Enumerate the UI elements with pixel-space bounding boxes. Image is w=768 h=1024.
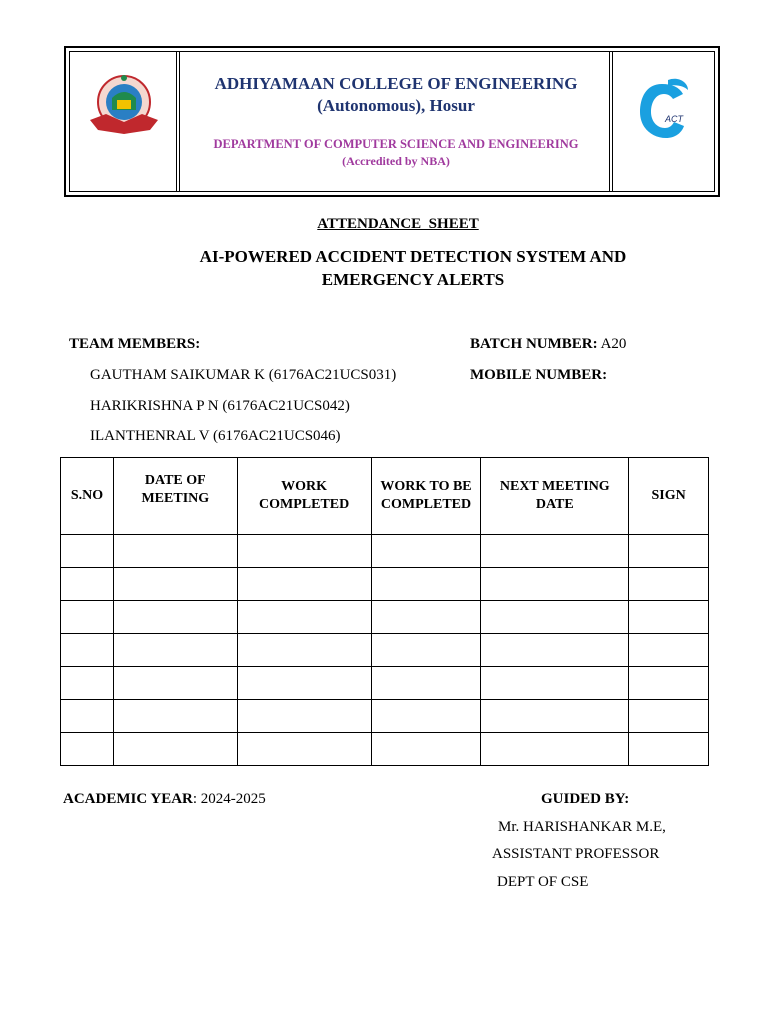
table-cell	[481, 535, 629, 568]
table-cell	[481, 634, 629, 667]
table-cell	[371, 733, 481, 766]
table-cell	[371, 535, 481, 568]
table-cell	[629, 667, 709, 700]
team-member-1: GAUTHAM SAIKUMAR K (6176AC21UCS031)	[90, 367, 397, 383]
mobile-number-label: MOBILE NUMBER:	[470, 367, 608, 383]
table-body	[61, 535, 709, 766]
table-cell	[237, 733, 371, 766]
table-cell	[237, 568, 371, 601]
project-title-line1: AI-POWERED ACCIDENT DETECTION SYSTEM AND	[199, 247, 627, 266]
table-cell	[61, 667, 114, 700]
table-cell	[113, 568, 237, 601]
table-cell	[481, 733, 629, 766]
table-cell	[371, 601, 481, 634]
table-cell	[237, 667, 371, 700]
table-cell	[629, 634, 709, 667]
team-member-3: ILANTHENRAL V (6176AC21UCS046)	[90, 428, 341, 444]
guide-name: Mr. HARISHANKAR M.E,	[498, 819, 666, 835]
col-date-of-meeting: DATE OF MEETING	[113, 458, 237, 535]
col-work-completed: WORK COMPLETED	[237, 458, 371, 535]
guided-by-label: GUIDED BY:	[541, 791, 630, 807]
guide-department: DEPT OF CSE	[497, 874, 589, 890]
college-name: ADHIYAMAAN COLLEGE OF ENGINEERING	[214, 74, 578, 93]
act-logo	[632, 76, 692, 148]
table-cell	[481, 568, 629, 601]
table-cell	[481, 700, 629, 733]
table-cell	[113, 535, 237, 568]
academic-year	[63, 791, 266, 808]
team-members-label: TEAM MEMBERS:	[69, 336, 201, 352]
department-name: DEPARTMENT OF COMPUTER SCIENCE AND ENGINEERING	[213, 137, 579, 151]
header-divider-right-double	[609, 52, 610, 191]
table-cell	[237, 700, 371, 733]
table-cell	[61, 535, 114, 568]
table-cell	[61, 733, 114, 766]
batch-number	[470, 336, 626, 353]
col-next-meeting-date: NEXT MEETING DATE	[481, 458, 629, 535]
table-row	[61, 601, 709, 634]
table-row	[61, 667, 709, 700]
table-cell	[237, 634, 371, 667]
academic-year-value: : 2024-2025	[192, 791, 266, 807]
header-divider-left	[176, 52, 177, 191]
table-row	[61, 634, 709, 667]
table-row	[61, 568, 709, 601]
attendance-table	[60, 457, 709, 766]
header-inner-border	[69, 51, 715, 192]
academic-year-label: ACADEMIC YEAR	[63, 791, 193, 807]
table-cell	[61, 700, 114, 733]
header-divider-left-double	[179, 52, 180, 191]
table-cell	[371, 634, 481, 667]
table-cell	[113, 601, 237, 634]
table-cell	[113, 733, 237, 766]
table-cell	[371, 667, 481, 700]
table-cell	[629, 535, 709, 568]
table-cell	[237, 601, 371, 634]
table-cell	[113, 700, 237, 733]
table-header-row	[61, 458, 709, 535]
table-cell	[61, 634, 114, 667]
act-logo-text: ACT	[665, 114, 683, 124]
table-cell	[629, 568, 709, 601]
batch-number-label: BATCH NUMBER:	[470, 336, 598, 352]
table-cell	[481, 601, 629, 634]
table-row	[61, 733, 709, 766]
col-sno: S.NO	[61, 458, 114, 535]
table-cell	[629, 601, 709, 634]
header-divider-right	[612, 52, 613, 191]
team-member-2: HARIKRISHNA P N (6176AC21UCS042)	[90, 398, 350, 414]
table-cell	[629, 700, 709, 733]
table-cell	[61, 568, 114, 601]
table-cell	[629, 733, 709, 766]
table-row	[61, 700, 709, 733]
col-sign: SIGN	[629, 458, 709, 535]
table-cell	[371, 568, 481, 601]
project-title-line2: EMERGENCY ALERTS	[321, 270, 505, 289]
batch-number-value: A20	[597, 336, 627, 352]
mobile-number	[470, 367, 607, 384]
sheet-title: ATTENDANCE SHEET	[317, 216, 479, 232]
table-row	[61, 535, 709, 568]
guide-designation: ASSISTANT PROFESSOR	[492, 846, 660, 862]
accreditation: (Accredited by NBA)	[342, 154, 450, 168]
college-crest-logo	[84, 64, 164, 144]
table-cell	[61, 601, 114, 634]
table-cell	[113, 667, 237, 700]
table-cell	[371, 700, 481, 733]
col-work-to-be-completed: WORK TO BE COMPLETED	[371, 458, 481, 535]
table-cell	[113, 634, 237, 667]
table-cell	[237, 535, 371, 568]
college-subtitle: (Autonomous), Hosur	[317, 96, 475, 115]
project-title	[130, 245, 696, 291]
table-cell	[481, 667, 629, 700]
